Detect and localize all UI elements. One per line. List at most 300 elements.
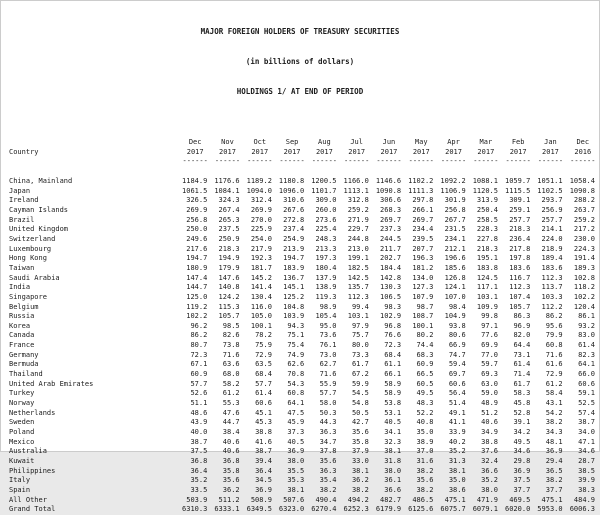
value-cell: 73.0	[319, 350, 337, 359]
value-cell: 37.3	[287, 428, 305, 437]
table-row	[7, 380, 599, 390]
value-cell: 259.2	[347, 205, 369, 214]
value-cell: 301.9	[444, 196, 466, 205]
value-cell: 224.3	[573, 244, 595, 253]
column-month-label: Sep	[285, 138, 299, 146]
value-cell: 145.1	[283, 283, 305, 292]
value-cell: 71.6	[222, 350, 240, 359]
value-cell: 6079.1	[472, 505, 498, 514]
value-cell: 134.0	[412, 273, 434, 282]
value-cell: 58.9	[384, 389, 402, 398]
value-cell: 52.6	[190, 389, 208, 398]
value-cell: 181.2	[412, 263, 434, 272]
value-cell: 214.1	[541, 225, 563, 234]
value-cell: 227.8	[476, 234, 498, 243]
value-cell: 194.9	[218, 254, 240, 263]
value-cell: 324.3	[218, 196, 240, 205]
value-cell: 106.5	[380, 292, 402, 301]
value-cell: 40.5	[384, 418, 402, 427]
country-cell: China, Mainland	[9, 176, 73, 185]
value-cell: 197.3	[315, 254, 337, 263]
value-cell: 40.8	[416, 418, 434, 427]
value-cell: 185.6	[444, 263, 466, 272]
value-cell: 107.4	[509, 292, 531, 301]
value-cell: 100.1	[412, 321, 434, 330]
value-cell: 47.5	[287, 408, 305, 417]
value-cell: 36.3	[319, 466, 337, 475]
value-cell: 182.5	[347, 263, 369, 272]
value-cell: 35.2	[448, 447, 466, 456]
value-cell: 195.1	[476, 254, 498, 263]
value-cell: 189.4	[541, 254, 563, 263]
table-header	[7, 138, 599, 167]
value-cell: 72.3	[190, 350, 208, 359]
value-cell: 116.7	[509, 273, 531, 282]
value-cell: 105.7	[218, 312, 240, 321]
value-cell: 31.3	[448, 457, 466, 465]
country-cell: Mexico	[9, 437, 35, 446]
country-cell: Russia	[9, 312, 35, 321]
value-cell: 36.9	[255, 485, 272, 494]
column-dash-rule: ------	[440, 157, 467, 166]
value-cell: 61.2	[222, 389, 240, 398]
value-cell: 39.9	[578, 476, 595, 485]
country-header-label: Country	[9, 147, 39, 156]
value-cell: 250.4	[476, 205, 498, 214]
value-cell: 6323.0	[278, 505, 305, 514]
header-row-year	[7, 148, 599, 158]
table-row	[7, 225, 599, 235]
value-cell: 55.3	[222, 399, 240, 408]
value-cell: 218.3	[509, 225, 531, 234]
value-cell: 105.7	[509, 302, 531, 311]
value-cell: 1146.6	[375, 176, 402, 185]
value-cell: 38.0	[384, 466, 402, 475]
value-cell: 98.7	[416, 302, 434, 311]
value-cell: 1106.9	[440, 186, 466, 195]
value-cell: 68.4	[255, 370, 272, 379]
value-cell: 73.3	[351, 350, 369, 359]
value-cell: 59.0	[481, 389, 498, 398]
value-cell: 268.3	[380, 205, 402, 214]
value-cell: 52.5	[578, 399, 595, 408]
value-cell: 51.4	[448, 399, 466, 408]
table-row	[7, 283, 599, 293]
table-row	[7, 457, 599, 467]
value-cell: 1084.1	[214, 186, 240, 195]
value-cell: 64.4	[513, 341, 531, 350]
value-cell: 72.9	[255, 350, 272, 359]
value-cell: 40.0	[190, 428, 208, 437]
value-cell: 77.0	[481, 350, 498, 359]
value-cell: 45.3	[255, 418, 272, 427]
value-cell: 229.7	[347, 225, 369, 234]
value-cell: 102.8	[573, 273, 595, 282]
value-cell: 80.2	[416, 331, 434, 340]
value-cell: 58.9	[384, 379, 402, 388]
value-cell: 218.3	[218, 244, 240, 253]
value-cell: 104.8	[283, 302, 305, 311]
value-cell: 1090.8	[569, 186, 595, 195]
column-year-label: 2017	[445, 147, 462, 156]
value-cell: 36.2	[351, 476, 369, 485]
value-cell: 1088.1	[472, 176, 498, 185]
value-cell: 60.8	[287, 389, 305, 398]
value-cell: 269.9	[186, 205, 208, 214]
value-cell: 71.4	[513, 370, 531, 379]
value-cell: 6125.6	[408, 505, 434, 514]
value-cell: 45.9	[287, 418, 305, 427]
table-row	[7, 370, 599, 380]
table-row	[7, 447, 599, 457]
value-cell: 1094.0	[246, 186, 272, 195]
value-cell: 269.7	[380, 215, 402, 224]
value-cell: 54.3	[287, 379, 305, 388]
value-cell: 69.9	[481, 341, 498, 350]
column-dash-rule: ------	[376, 157, 402, 166]
value-cell: 508.9	[250, 495, 272, 504]
value-cell: 66.1	[384, 370, 402, 379]
value-cell: 59.4	[448, 360, 466, 369]
value-cell: 471.9	[476, 495, 498, 504]
value-cell: 38.8	[255, 428, 272, 437]
value-cell: 142.8	[380, 273, 402, 282]
value-cell: 49.1	[448, 408, 466, 417]
value-cell: 237.5	[218, 225, 240, 234]
country-cell: Japan	[9, 186, 31, 195]
value-cell: 97.9	[351, 321, 369, 330]
report-title-line-3: HOLDINGS 1/ AT END OF PERIOD	[236, 87, 364, 96]
value-cell: 52.8	[513, 408, 531, 417]
value-cell: 57.7	[190, 379, 208, 388]
column-month-label: May	[414, 138, 428, 146]
value-cell: 486.5	[412, 495, 434, 504]
value-cell: 259.2	[573, 215, 595, 224]
value-cell: 38.7	[255, 447, 272, 456]
country-cell: Poland	[9, 428, 35, 437]
holders-table	[7, 138, 599, 515]
value-cell: 76.6	[384, 331, 402, 340]
value-cell: 40.6	[222, 447, 240, 456]
report-title-line-2: (in billions of dollars)	[245, 57, 355, 66]
value-cell: 250.9	[218, 234, 240, 243]
value-cell: 48.1	[545, 437, 563, 446]
value-cell: 35.2	[481, 476, 498, 485]
country-cell: Korea	[9, 321, 31, 330]
value-cell: 119.2	[186, 302, 208, 311]
value-cell: 273.6	[315, 215, 337, 224]
column-year-label: 2017	[380, 147, 398, 156]
value-cell: 225.9	[250, 225, 272, 234]
value-cell: 35.0	[448, 476, 466, 485]
value-cell: 130.4	[250, 292, 272, 301]
value-cell: 135.7	[347, 283, 369, 292]
value-cell: 248.3	[315, 234, 337, 243]
value-cell: 180.9	[186, 263, 208, 272]
value-cell: 237.3	[380, 225, 402, 234]
value-cell: 189.3	[573, 263, 595, 272]
value-cell: 1101.7	[311, 186, 337, 195]
value-cell: 36.9	[287, 447, 305, 456]
value-cell: 38.0	[481, 485, 498, 494]
country-cell: Sweden	[9, 418, 35, 427]
value-cell: 38.2	[545, 476, 563, 485]
value-cell: 35.4	[319, 476, 337, 485]
value-cell: 212.1	[444, 244, 466, 253]
value-cell: 269.7	[412, 215, 434, 224]
table-row	[7, 274, 599, 284]
value-cell: 469.5	[509, 495, 531, 504]
value-cell: 117.1	[476, 283, 498, 292]
value-cell: 256.8	[186, 215, 208, 224]
table-row	[7, 438, 599, 448]
value-cell: 108.7	[412, 312, 434, 321]
value-cell: 75.9	[255, 341, 272, 350]
value-cell: 43.1	[545, 399, 563, 408]
value-cell: 74.4	[416, 341, 434, 350]
value-cell: 96.2	[190, 321, 208, 330]
country-cell: Netherlands	[9, 408, 56, 417]
value-cell: 228.3	[476, 225, 498, 234]
table-row	[7, 177, 599, 187]
value-cell: 97.1	[481, 321, 498, 330]
value-cell: 126.8	[444, 273, 466, 282]
value-cell: 37.8	[319, 447, 337, 456]
table-body	[7, 167, 599, 515]
value-cell: 267.6	[283, 205, 305, 214]
value-cell: 38.7	[578, 418, 595, 427]
column-dash-rule: ------	[505, 157, 531, 166]
value-cell: 74.9	[287, 350, 305, 359]
value-cell: 5953.0	[537, 505, 563, 514]
value-cell: 231.5	[444, 225, 466, 234]
country-cell: Luxembourg	[9, 244, 52, 253]
value-cell: 254.9	[283, 234, 305, 243]
column-year-label: 2017	[251, 147, 269, 156]
value-cell: 86.2	[190, 331, 208, 340]
value-cell: 207.7	[412, 244, 434, 253]
value-cell: 52.2	[416, 408, 434, 417]
value-cell: 1166.0	[343, 176, 369, 185]
value-cell: 98.5	[222, 321, 240, 330]
value-cell: 102.2	[186, 312, 208, 321]
table-row	[7, 476, 599, 486]
value-cell: 36.8	[190, 457, 208, 465]
value-cell: 43.9	[190, 418, 208, 427]
value-cell: 59.1	[578, 389, 595, 398]
value-cell: 66.5	[416, 370, 434, 379]
value-cell: 6075.7	[440, 505, 466, 514]
value-cell: 35.8	[222, 466, 240, 475]
value-cell: 57.7	[255, 379, 272, 388]
column-month-label: Aug	[318, 138, 331, 146]
value-cell: 34.7	[319, 437, 337, 446]
value-cell: 60.6	[448, 379, 466, 388]
value-cell: 312.8	[347, 196, 369, 205]
value-cell: 34.0	[578, 428, 595, 437]
country-cell: Canada	[9, 331, 35, 340]
column-year-label: 2017	[315, 147, 333, 156]
country-cell: Singapore	[9, 292, 47, 301]
value-cell: 258.5	[476, 215, 498, 224]
value-cell: 59.7	[481, 360, 498, 369]
value-cell: 28.7	[578, 457, 595, 465]
value-cell: 72.9	[545, 370, 563, 379]
value-cell: 1059.7	[505, 176, 531, 185]
table-row	[7, 216, 599, 226]
value-cell: 1090.8	[375, 186, 402, 195]
country-cell: All Other	[9, 495, 47, 504]
value-cell: 35.6	[222, 476, 240, 485]
value-cell: 125.2	[283, 292, 305, 301]
value-cell: 38.6	[448, 485, 466, 494]
value-cell: 38.2	[416, 466, 434, 475]
value-cell: 482.7	[380, 495, 402, 504]
value-cell: 211.7	[380, 244, 402, 253]
value-cell: 96.8	[384, 321, 402, 330]
spacer-cell	[7, 167, 599, 177]
column-year-label: 2017	[186, 147, 204, 156]
value-cell: 60.9	[416, 360, 434, 369]
value-cell: 6349.5	[246, 505, 272, 514]
value-cell: 67.1	[190, 360, 208, 369]
value-cell: 39.1	[513, 418, 531, 427]
table-row	[7, 428, 599, 438]
value-cell: 120.4	[573, 302, 595, 311]
country-cell: France	[9, 341, 35, 350]
value-cell: 35.2	[190, 476, 208, 485]
value-cell: 196.3	[412, 254, 434, 263]
value-cell: 256.8	[444, 205, 466, 214]
value-cell: 48.9	[481, 399, 498, 408]
value-cell: 60.6	[255, 399, 272, 408]
table-row	[7, 360, 599, 370]
value-cell: 306.6	[380, 196, 402, 205]
table-row	[7, 245, 599, 255]
value-cell: 33.5	[190, 485, 208, 494]
value-cell: 309.1	[509, 196, 531, 205]
value-cell: 119.3	[315, 292, 337, 301]
value-cell: 34.3	[545, 428, 563, 437]
value-cell: 36.6	[481, 466, 498, 475]
value-cell: 64.1	[287, 399, 305, 408]
table-row	[7, 322, 599, 332]
value-cell: 71.6	[319, 370, 337, 379]
column-month-label: Oct	[253, 138, 267, 146]
country-cell: Kuwait	[9, 457, 35, 465]
column-year-label: 2017	[477, 147, 495, 156]
value-cell: 38.9	[416, 437, 434, 446]
value-cell: 58.0	[319, 399, 337, 408]
value-cell: 6270.4	[311, 505, 337, 514]
country-cell: Germany	[9, 350, 39, 359]
value-cell: 57.4	[578, 408, 595, 417]
value-cell: 272.8	[283, 215, 305, 224]
value-cell: 64.1	[578, 360, 595, 369]
value-cell: 38.1	[287, 485, 305, 494]
value-cell: 54.2	[545, 408, 563, 417]
value-cell: 142.5	[347, 273, 369, 282]
value-cell: 141.4	[250, 283, 272, 292]
value-cell: 259.1	[509, 205, 531, 214]
value-cell: 36.8	[222, 457, 240, 465]
value-cell: 112.3	[509, 283, 531, 292]
value-cell: 68.0	[222, 370, 240, 379]
value-cell: 183.6	[509, 263, 531, 272]
country-cell: Ireland	[9, 196, 39, 205]
country-cell: Taiwan	[9, 263, 35, 272]
value-cell: 475.1	[444, 495, 466, 504]
value-cell: 58.2	[222, 379, 240, 388]
value-cell: 1096.0	[278, 186, 305, 195]
value-cell: 54.8	[351, 399, 369, 408]
value-cell: 265.3	[218, 215, 240, 224]
value-cell: 53.1	[384, 408, 402, 417]
value-cell: 66.9	[448, 341, 466, 350]
value-cell: 35.6	[351, 428, 369, 437]
value-cell: 230.0	[573, 234, 595, 243]
value-cell: 74.7	[448, 350, 466, 359]
value-cell: 145.2	[250, 273, 272, 282]
value-cell: 6006.3	[569, 505, 595, 514]
value-cell: 217.2	[573, 225, 595, 234]
value-cell: 267.7	[444, 215, 466, 224]
value-cell: 37.0	[416, 447, 434, 456]
value-cell: 96.9	[513, 321, 531, 330]
column-month-label: Nov	[221, 138, 234, 146]
header-row-month	[7, 138, 599, 148]
value-cell: 73.1	[513, 350, 531, 359]
value-cell: 1051.1	[537, 176, 563, 185]
column-dash-rule: ------	[182, 157, 208, 166]
value-cell: 103.3	[541, 292, 563, 301]
value-cell: 217.9	[250, 244, 272, 253]
value-cell: 53.8	[384, 399, 402, 408]
value-cell: 124.1	[444, 283, 466, 292]
country-cell: United Arab Emirates	[9, 379, 94, 388]
value-cell: 130.3	[380, 283, 402, 292]
value-cell: 1176.6	[214, 176, 240, 185]
value-cell: 79.9	[545, 331, 563, 340]
value-cell: 49.5	[513, 437, 531, 446]
value-cell: 507.6	[283, 495, 305, 504]
value-cell: 29.4	[545, 457, 563, 465]
value-cell: 51.1	[190, 399, 208, 408]
value-cell: 93.2	[578, 321, 595, 330]
value-cell: 218.9	[541, 244, 563, 253]
value-cell: 69.3	[481, 370, 498, 379]
value-cell: 38.7	[190, 437, 208, 446]
column-year-label: 2017	[542, 147, 559, 156]
value-cell: 61.4	[255, 389, 272, 398]
country-cell: Switzerland	[9, 234, 56, 243]
value-cell: 70.8	[287, 370, 305, 379]
value-cell: 1058.4	[569, 176, 595, 185]
value-cell: 38.5	[578, 466, 595, 475]
value-cell: 107.0	[444, 292, 466, 301]
column-dash-rule: ------	[408, 157, 434, 166]
value-cell: 313.9	[476, 196, 498, 205]
grand-total-row	[7, 505, 599, 515]
value-cell: 61.4	[578, 341, 595, 350]
country-cell: Spain	[9, 485, 31, 494]
value-cell: 40.5	[287, 437, 305, 446]
value-cell: 257.7	[541, 215, 563, 224]
country-cell: Cayman Islands	[9, 205, 69, 214]
column-year-label: 2017	[348, 147, 366, 156]
value-cell: 196.6	[444, 254, 466, 263]
value-cell: 59.9	[351, 379, 369, 388]
